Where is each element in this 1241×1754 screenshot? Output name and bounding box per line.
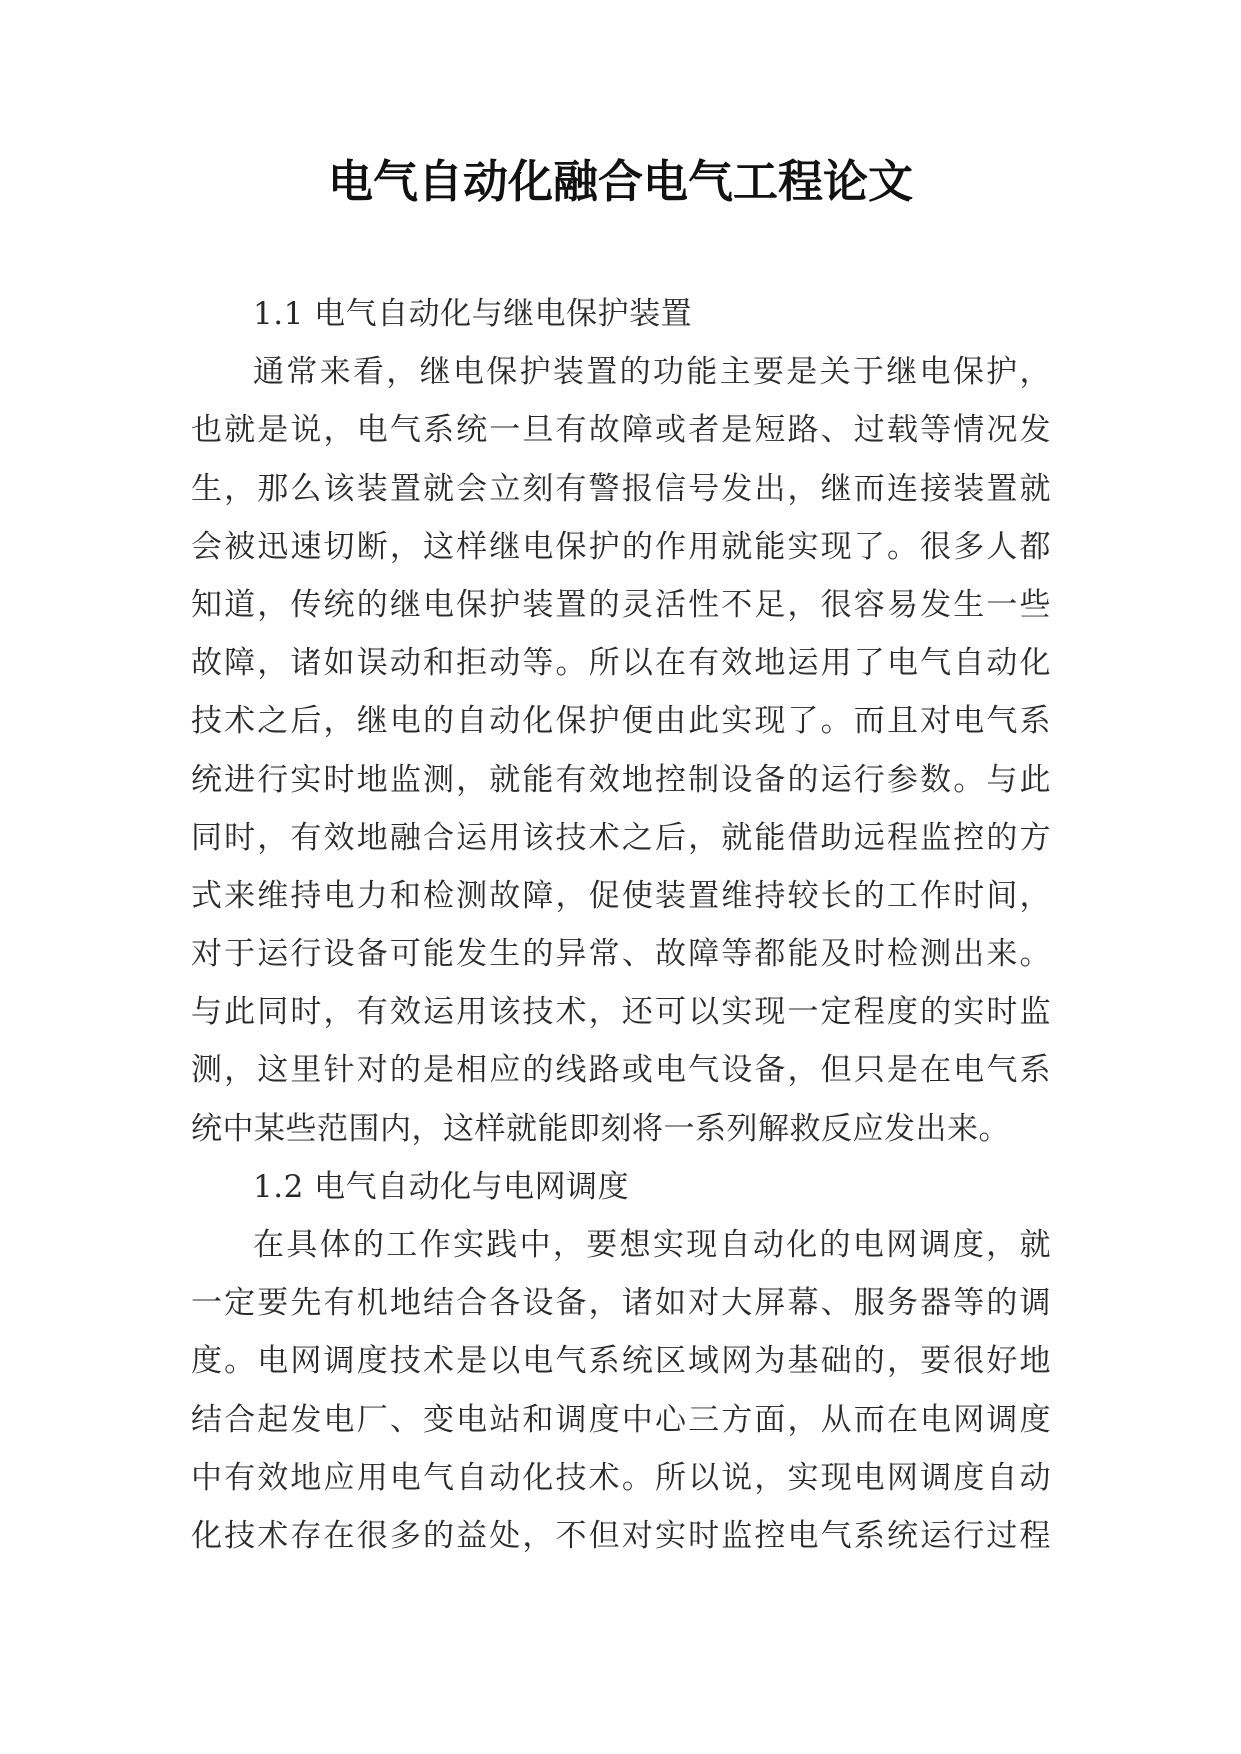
paragraph-line: 对于运行设备可能发生的异常、故障等都能及时检测出来。 [191,936,1051,973]
paragraph-line: 测，这里针对的是相应的线路或电气设备，但只是在电气系 [191,1052,1051,1089]
paragraph-line: 会被迅速切断，这样继电保护的作用就能实现了。很多人都 [191,528,1051,565]
paragraph-line: 统中某些范围内，这样就能即刻将一系列解救反应发出来。 [191,1110,1010,1147]
paragraph-line: 与此同时，有效运用该技术，还可以实现一定程度的实时监 [191,994,1051,1031]
paragraph-line: 技术之后，继电的自动化保护便由此实现了。而且对电气系 [191,703,1051,740]
paragraph-line: 统进行实时地监测，就能有效地控制设备的运行参数。与此 [191,761,1051,798]
section-heading: 1.1 电气自动化与继电保护装置 [253,296,693,332]
paragraph-line: 中有效地应用电气自动化技术。所以说，实现电网调度自动 [191,1459,1051,1496]
paragraph-line: 在具体的工作实践中，要想实现自动化的电网调度，就 [253,1227,1051,1263]
paragraph-line: 也就是说，电气系统一旦有故障或者是短路、过载等情况发 [191,412,1051,449]
paragraph-line: 同时，有效地融合运用该技术之后，就能借助远程监控的方 [191,819,1051,856]
paragraph-line: 度。电网调度技术是以电气系统区域网为基础的，要很好地 [191,1343,1051,1380]
paragraph-line: 化技术存在很多的益处，不但对实时监控电气系统运行过程 [191,1517,1051,1554]
document-body [191,285,1051,1565]
paragraph-line: 式来维持电力和检测故障，促使装置维持较长的工作时间， [191,877,1051,914]
paragraph-line: 生，那么该装置就会立刻有警报信号发出，继而连接装置就 [191,470,1051,507]
paragraph-line: 结合起发电厂、变电站和调度中心三方面，从而在电网调度 [191,1401,1051,1438]
paragraph-line: 故障，诸如误动和拒动等。所以在有效地运用了电气自动化 [191,645,1051,682]
paragraph-line: 通常来看，继电保护装置的功能主要是关于继电保护， [253,354,1051,391]
section-heading: 1.2 电气自动化与电网调度 [253,1168,630,1205]
document-title: 电气自动化融合电气工程论文 [327,155,913,208]
paragraph-line: 知道，传统的继电保护装置的灵活性不足，很容易发生一些 [191,586,1051,623]
paragraph-line: 一定要先有机地结合各设备，诸如对大屏幕、服务器等的调 [191,1285,1051,1322]
